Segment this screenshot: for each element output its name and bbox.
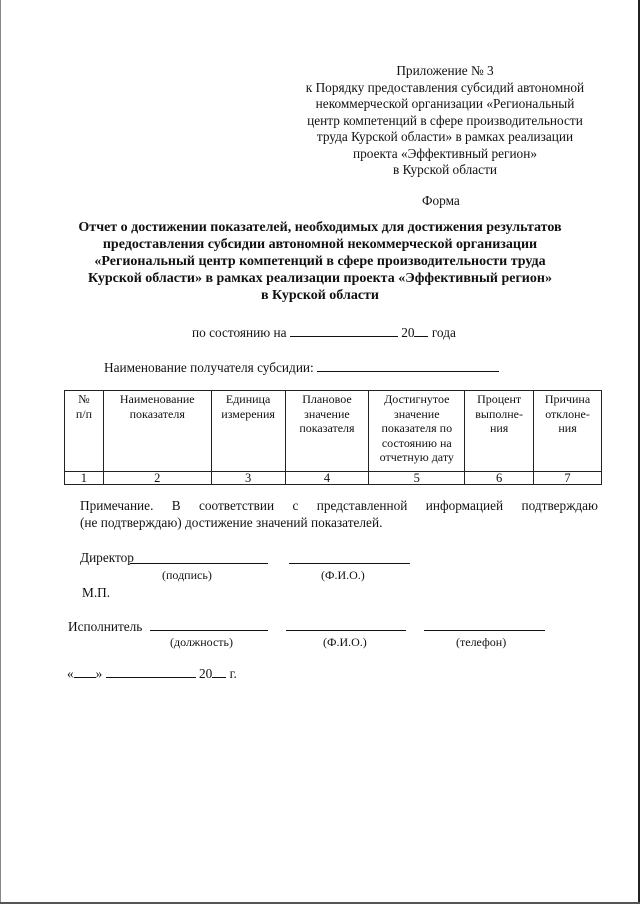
as-of-date-line — [192, 324, 456, 341]
column-number: 5 — [369, 472, 465, 485]
header-completion-percent: Процент выполне- ния — [465, 391, 534, 472]
as-of-year-prefix: 20 — [401, 325, 415, 340]
recipient-label: Наименование получателя субсидии: — [104, 360, 314, 375]
appendix-line: центр компетенций в сфере производительности — [307, 112, 583, 128]
column-number: 3 — [211, 472, 285, 485]
table-header-row — [65, 391, 602, 472]
executor-label: Исполнитель — [68, 619, 143, 634]
note-line-2: (не подтверждаю) достижение значений показателей. — [80, 515, 383, 530]
form-label: Форма — [422, 193, 460, 208]
column-number: 7 — [534, 472, 602, 485]
appendix-line: некоммерческой организации «Региональный — [315, 96, 575, 111]
director-name-caption: (Ф.И.О.) — [321, 568, 365, 582]
recipient-name-field[interactable] — [317, 359, 499, 372]
as-of-year-field[interactable] — [414, 324, 428, 337]
header-number: № п/п — [65, 391, 104, 472]
column-number: 2 — [103, 472, 211, 485]
date-year-field[interactable] — [212, 665, 226, 678]
indicators-table — [64, 390, 602, 485]
executor-name-caption: (Ф.И.О.) — [323, 635, 367, 649]
date-suffix: г. — [229, 666, 237, 681]
appendix-line: к Порядку предоставления субсидий автономной — [305, 79, 585, 95]
appendix-line: в Курской области — [393, 162, 497, 177]
appendix-line: Приложение № 3 — [396, 63, 494, 78]
title-line: «Региональный центр компетенций в сфере производительности труда — [94, 254, 546, 269]
appendix-line: проекта «Эффективный регион» — [353, 145, 537, 161]
director-signature-field[interactable] — [130, 563, 268, 564]
date-open-quote: « — [67, 666, 74, 681]
as-of-suffix: года — [431, 325, 456, 340]
date-year-prefix: 20 — [198, 666, 213, 681]
appendix-header — [282, 63, 608, 179]
header-indicator-name: Наименование показателя — [103, 391, 211, 472]
date-line — [67, 665, 237, 682]
header-planned-value: Плановое значение показателя — [285, 391, 369, 472]
date-close-quote: » — [95, 666, 103, 681]
document-title — [20, 219, 620, 304]
phone-caption: (телефон) — [456, 635, 507, 649]
column-number: 1 — [65, 472, 104, 485]
header-deviation-reason: Причина отклоне- ния — [534, 391, 602, 472]
header-achieved-value: Достигнутое значение показателя по состоянию на отчетную дату — [369, 391, 465, 472]
director-name-field[interactable] — [289, 563, 410, 564]
header-unit: Единица измерения — [211, 391, 285, 472]
as-of-label: по состоянию на — [192, 325, 287, 340]
executor-phone-field[interactable] — [424, 630, 545, 631]
title-line: предоставления субсидии автономной некоммерческой организации — [102, 237, 538, 252]
signature-caption: (подпись) — [162, 568, 212, 582]
title-line: Отчет о достижении показателей, необходимых для достижения результатов — [78, 220, 562, 235]
title-line: Курской области» в рамках реализации проекта «Эффективный регион» — [88, 271, 552, 286]
scan-edge-left — [0, 0, 1, 904]
table-column-numbers-row — [65, 472, 602, 485]
title-line: в Курской области — [261, 288, 379, 303]
executor-position-field[interactable] — [150, 630, 268, 631]
column-number: 6 — [465, 472, 534, 485]
as-of-date-field[interactable] — [290, 324, 398, 337]
executor-name-field[interactable] — [286, 630, 406, 631]
director-label: Директор — [80, 550, 134, 565]
date-day-field[interactable] — [74, 665, 96, 678]
recipient-line — [104, 359, 499, 376]
stamp-label: М.П. — [82, 585, 111, 600]
note-paragraph: Примечание. В соответствии с представленной информацией подтверждаю (не подтверждаю) достижение значений показателей. — [80, 498, 598, 530]
position-caption: (должность) — [170, 635, 233, 649]
appendix-line: труда Курской области» в рамках реализации — [316, 129, 574, 144]
column-number: 4 — [285, 472, 369, 485]
date-month-field[interactable] — [106, 665, 196, 678]
